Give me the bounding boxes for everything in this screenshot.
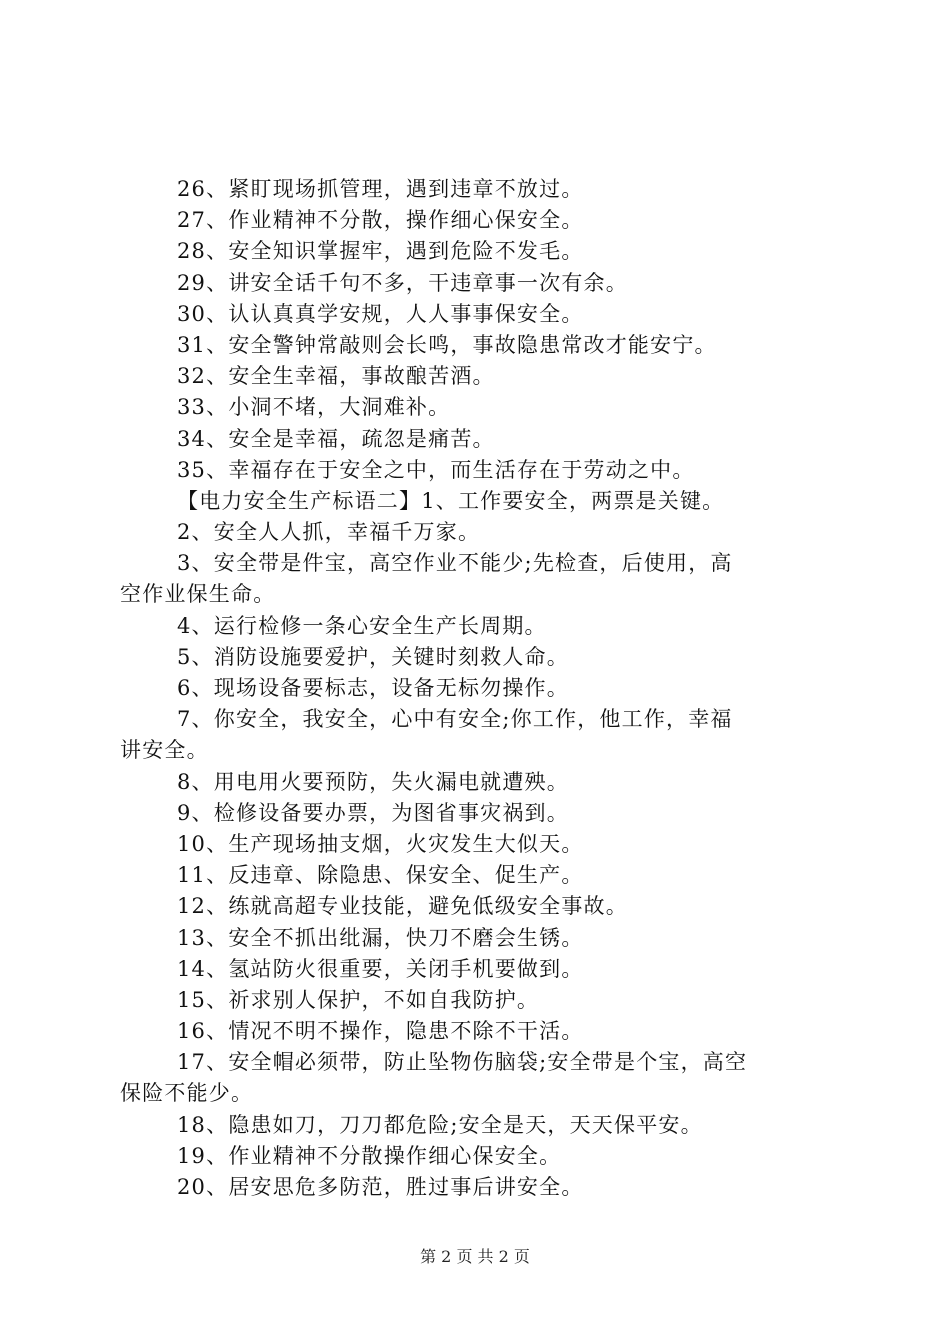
text-line: 2、安全人人抓，幸福千万家。 — [177, 520, 481, 545]
text-line: 30、认认真真学安规，人人事事保安全。 — [177, 301, 584, 326]
document-body — [120, 174, 835, 1203]
text-line: 32、安全生幸福，事故酿苦酒。 — [177, 364, 495, 389]
text-line: 【电力安全生产标语二】1、工作要安全，两票是关键。 — [177, 488, 725, 513]
text-line: 4、运行检修一条心安全生产长周期。 — [177, 613, 547, 638]
text-line: 34、安全是幸福，疏忽是痛苦。 — [177, 426, 495, 451]
text-line: 5、消防设施要爱护，关键时刻救人命。 — [177, 644, 569, 669]
page-footer: 第 2 页 共 2 页 — [420, 1247, 530, 1266]
text-line: 13、安全不抓出纰漏，快刀不磨会生锈。 — [177, 925, 584, 950]
text-line: 31、安全警钟常敲则会长鸣，事故隐患常改才能安宁。 — [177, 332, 717, 357]
text-line: 8、用电用火要预防，失火漏电就遭殃。 — [177, 769, 569, 794]
text-line: 12、练就高超专业技能，避免低级安全事故。 — [177, 894, 628, 919]
text-line: 16、情况不明不操作，隐患不除不干活。 — [177, 1019, 584, 1044]
text-line: 3、安全带是件宝，高空作业不能少;先检查，后使用，高 — [177, 551, 733, 576]
text-line: 26、紧盯现场抓管理，遇到违章不放过。 — [177, 177, 584, 201]
text-line: 33、小洞不堵，大洞难补。 — [177, 395, 451, 420]
text-line: 10、生产现场抽支烟，火灾发生大似天。 — [177, 831, 584, 856]
text-line: 17、安全帽必须带，防止坠物伤脑袋;安全带是个宝，高空 — [177, 1050, 748, 1075]
text-line: 27、作业精神不分散，操作细心保安全。 — [177, 208, 584, 233]
text-line: 19、作业精神不分散操作细心保安全。 — [177, 1143, 562, 1168]
text-line: 11、反违章、除隐患、保安全、促生产。 — [177, 863, 584, 888]
text-line: 讲安全。 — [120, 738, 209, 763]
text-line: 6、现场设备要标志，设备无标勿操作。 — [177, 676, 569, 700]
text-line: 29、讲安全话千句不多，干违章事一次有余。 — [177, 270, 628, 295]
text-line: 空作业保生命。 — [120, 582, 276, 607]
text-line: 14、氢站防火很重要，关闭手机要做到。 — [177, 956, 584, 981]
text-line: 保险不能少。 — [120, 1081, 254, 1106]
text-line: 15、祈求别人保护，不如自我防护。 — [177, 987, 540, 1012]
text-line: 9、检修设备要办票，为图省事灾祸到。 — [177, 800, 569, 825]
text-line: 7、你安全，我安全，心中有安全;你工作，他工作，幸福 — [177, 707, 733, 732]
text-line: 35、幸福存在于安全之中，而生活存在于劳动之中。 — [177, 457, 695, 482]
text-line: 20、居安思危多防范，胜过事后讲安全。 — [177, 1175, 584, 1199]
text-line: 28、安全知识掌握牢，遇到危险不发毛。 — [177, 239, 584, 264]
text-line: 18、隐患如刀，刀刀都危险;安全是天，天天保平安。 — [177, 1112, 703, 1137]
